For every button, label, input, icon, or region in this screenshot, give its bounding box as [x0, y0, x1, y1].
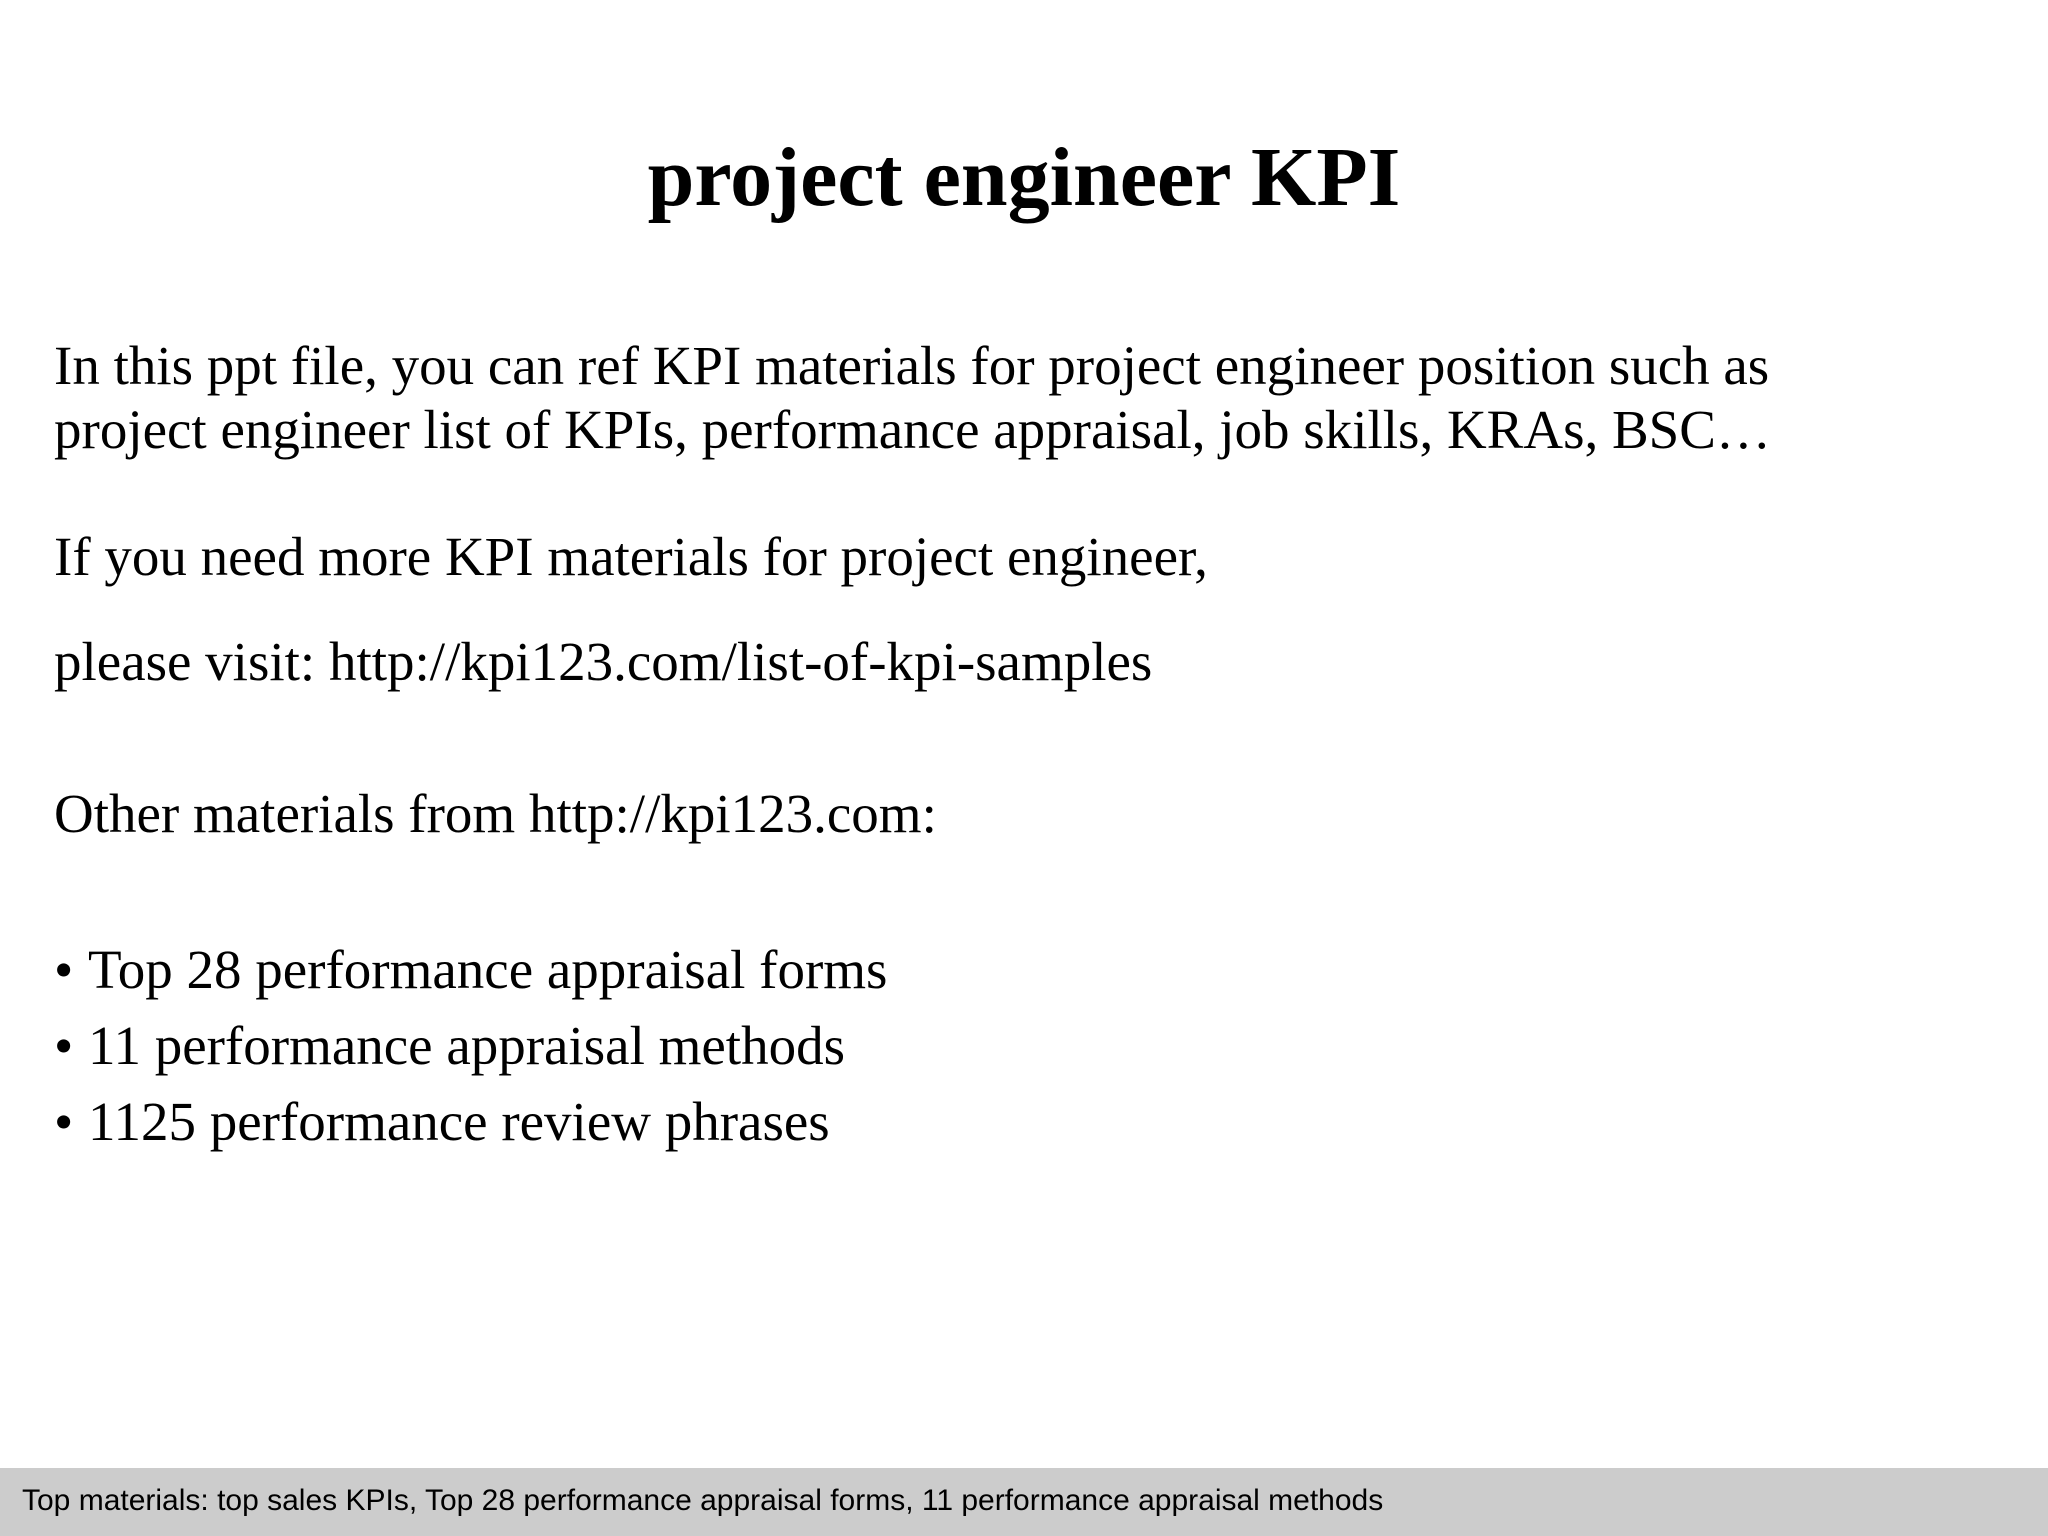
footer-bar: [0, 1468, 2048, 1536]
materials-list: [54, 932, 887, 1160]
list-item-label: 1125 performance review phrases: [88, 1091, 830, 1152]
other-materials-heading: Other materials from http://kpi123.com:: [54, 783, 937, 844]
bullet-icon: •: [54, 1091, 74, 1152]
intro-line-1: In this ppt file, you can ref KPI materials for project engineer position such as: [54, 335, 1770, 396]
bullet-icon: •: [54, 939, 74, 1000]
intro-line-2: project engineer list of KPIs, performance appraisal, job skills, KRAs, BSC…: [54, 399, 1771, 460]
list-item-label: 11 performance appraisal methods: [88, 1015, 845, 1076]
list-item-label: Top 28 performance appraisal forms: [88, 939, 888, 1000]
slide-title: project engineer KPI: [647, 131, 1401, 224]
visit-link-text[interactable]: please visit: http://kpi123.com/list-of-kpi-samples: [54, 631, 1153, 692]
list-item[interactable]: [54, 1084, 887, 1160]
need-more-text: If you need more KPI materials for project engineer,: [54, 526, 1208, 587]
bullet-icon: •: [54, 1015, 74, 1076]
list-item[interactable]: [54, 932, 887, 1008]
footer-text[interactable]: Top materials: top sales KPIs, Top 28 performance appraisal forms, 11 performance appraisal methods: [22, 1484, 1384, 1517]
list-item[interactable]: [54, 1008, 887, 1084]
